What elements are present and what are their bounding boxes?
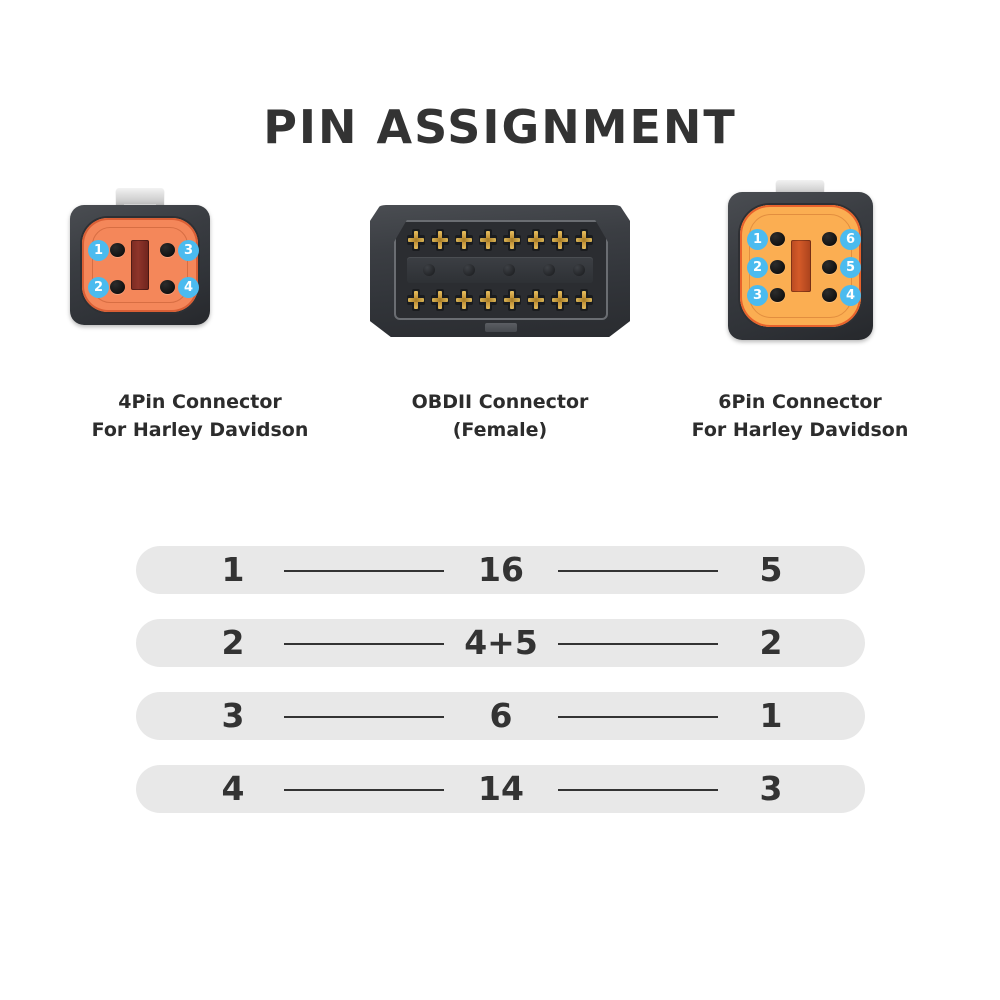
obdii-pin [527,229,545,251]
connector-4pin [50,180,350,450]
pin-badge-2: 2 [747,257,768,278]
obdii-pin [431,289,449,311]
mapping-middle-pin: 16 [478,550,524,589]
table-row [136,619,865,667]
obdii-pin [503,289,521,311]
obdii-pin [407,289,425,311]
pin-hole-1 [770,232,785,246]
pin-badge-3: 3 [747,285,768,306]
connector-line [284,716,444,718]
connector-6pin-image [650,180,950,345]
connector-line [284,570,444,572]
obdii-pin [575,289,593,311]
connector-6pin [650,180,950,450]
obdii-pin [455,229,473,251]
caption-line-2: For Harley Davidson [691,419,909,441]
connector-obdii-image [350,180,650,345]
pin-badge-1: 1 [88,240,109,261]
mapping-left-pin: 1 [221,550,245,589]
connector-4pin-caption [50,388,350,444]
obdii-pin [479,289,497,311]
mapping-left-pin: 3 [221,696,245,735]
connector-6pin-caption [650,388,950,444]
obdii-pin [455,289,473,311]
obdii-pin [503,229,521,251]
pin-hole-2 [110,280,125,294]
mapping-right-pin: 3 [759,769,783,808]
table-row [136,692,865,740]
pin-badge-2: 2 [88,277,109,298]
connector-keyway [131,240,149,290]
pin-badge-6: 6 [840,229,861,250]
mapping-left-pin: 2 [221,623,245,662]
obdii-pin [407,229,425,251]
caption-line-1: 6Pin Connector [718,391,882,413]
caption-line-2: (Female) [452,419,548,441]
pin-hole-5 [822,260,837,274]
pin-badge-5: 5 [840,257,861,278]
pin-badge-1: 1 [747,229,768,250]
obdii-pin [551,289,569,311]
connector-obdii [350,180,650,450]
obdii-latch-notch-icon [485,323,517,332]
pin-hole-2 [770,260,785,274]
table-row [136,546,865,594]
page-title: PIN ASSIGNMENT [263,100,737,154]
mapping-right-pin: 1 [759,696,783,735]
caption-line-1: OBDII Connector [411,391,589,413]
obdii-pin [431,229,449,251]
caption-line-2: For Harley Davidson [91,419,309,441]
connector-obdii-caption [350,388,650,444]
pin-hole-1 [110,243,125,257]
mapping-left-pin: 4 [221,769,245,808]
table-row [136,765,865,813]
obdii-pin-row-top [407,229,593,251]
pin-hole-4 [822,288,837,302]
connector-line [558,789,718,791]
obdii-pin [527,289,545,311]
pin-mapping-table [136,546,865,838]
obdii-pin [551,229,569,251]
pin-badge-4: 4 [840,285,861,306]
connector-line [284,643,444,645]
pin-hole-3 [160,243,175,257]
obdii-pin [575,229,593,251]
connector-gallery [0,180,1000,450]
pin-hole-6 [822,232,837,246]
pin-hole-4 [160,280,175,294]
mapping-right-pin: 2 [759,623,783,662]
connector-4pin-image [50,180,350,345]
mapping-middle-pin: 14 [478,769,524,808]
pin-hole-3 [770,288,785,302]
mapping-right-pin: 5 [759,550,783,589]
obdii-pin [479,229,497,251]
connector-line [284,789,444,791]
mapping-middle-pin: 4+5 [464,623,538,662]
pin-badge-3: 3 [178,240,199,261]
pin-badge-4: 4 [178,277,199,298]
connector-line [558,716,718,718]
connector-line [558,570,718,572]
obdii-divider [407,257,593,283]
connector-keyway [791,240,811,292]
caption-line-1: 4Pin Connector [118,391,282,413]
obdii-pin-row-bottom [407,289,593,311]
connector-line [558,643,718,645]
mapping-middle-pin: 6 [489,696,513,735]
